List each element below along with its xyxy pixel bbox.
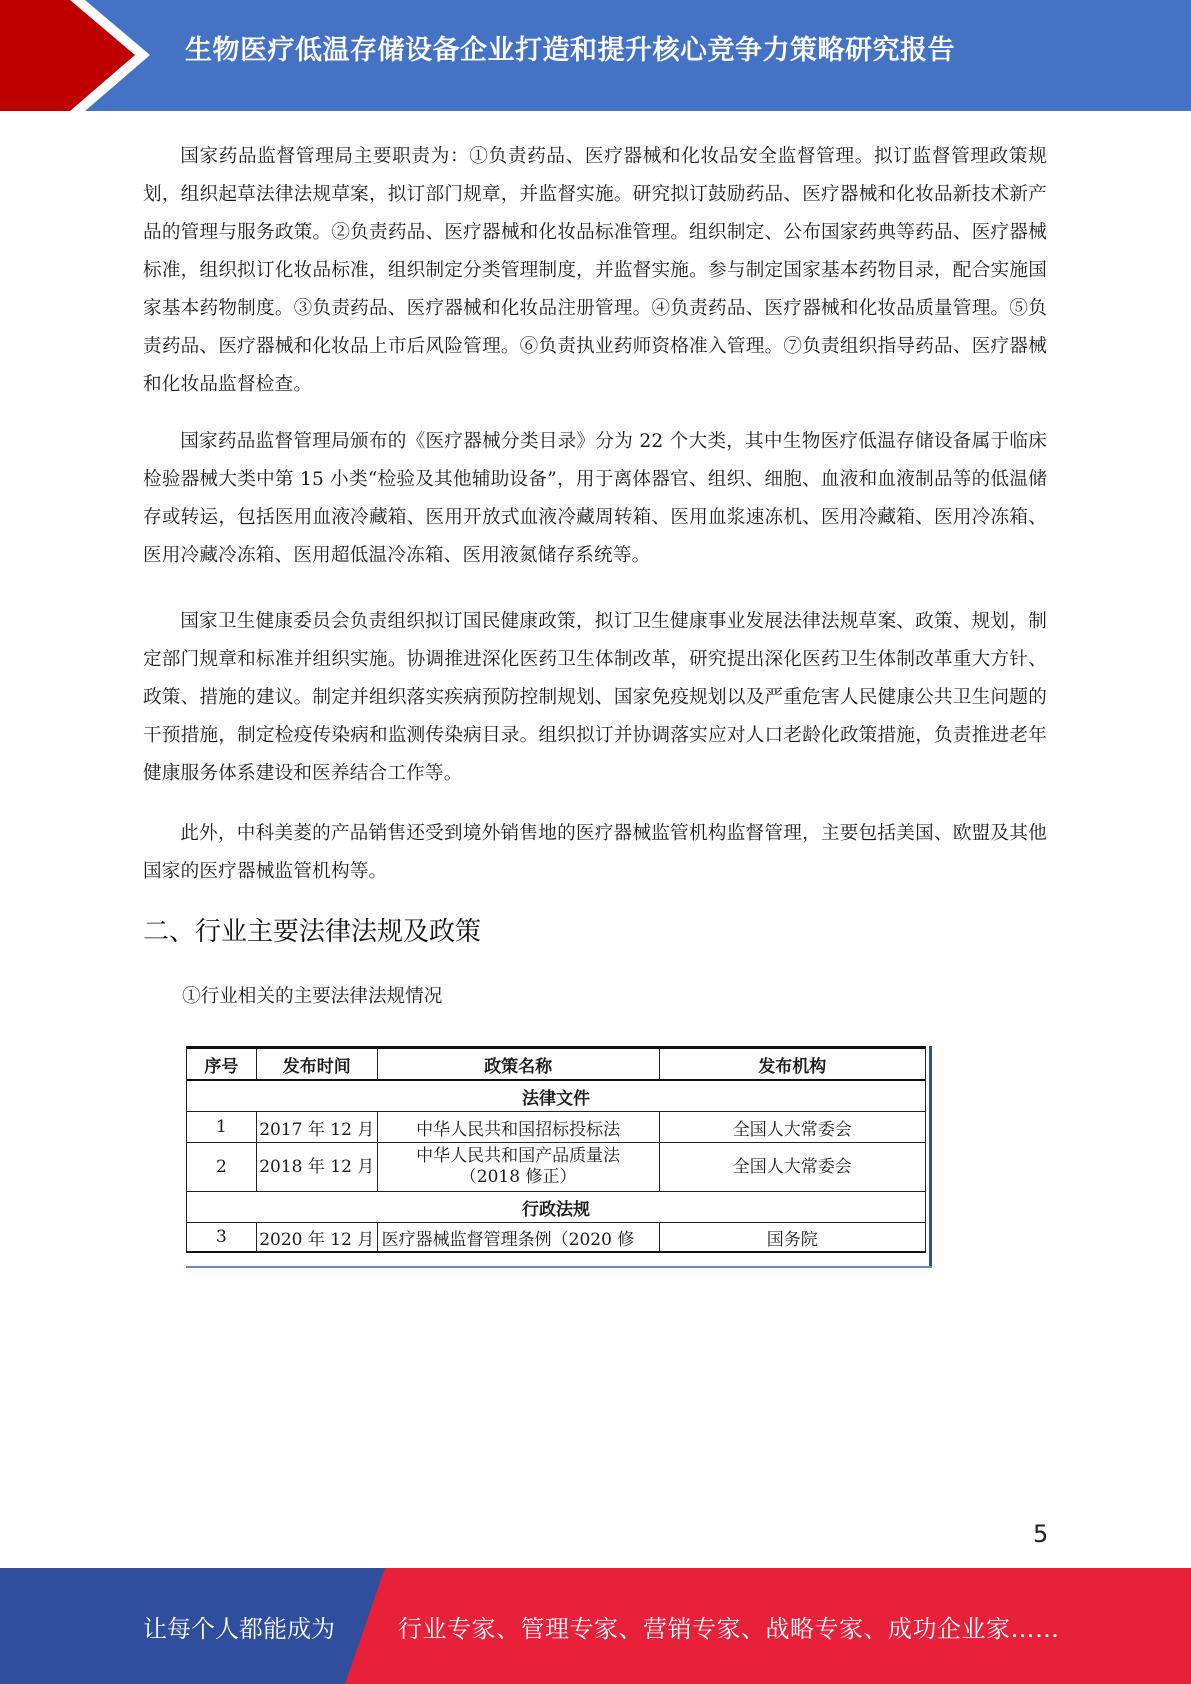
table-row bbox=[187, 1223, 926, 1253]
footer-slogan-left: 让每个人都能成为 bbox=[143, 1615, 335, 1643]
paragraph-nmpa-duties: 国家药品监督管理局主要职责为：①负责药品、医疗器械和化妆品安全监督管理。拟订监督管理政策规划，组织起草法律法规草案，拟订部门规章，并监督实施。研究拟订鼓励药品、医疗器械和化妆品新技术新产品的管理与服务政策。②负责药品、医疗器械和化妆品标准管理。组织制定、公布国家药典等药品、医疗器械标准，组织拟订化妆品标准，组织制定分类管理制度，并监督实施。参与制定国家基本药物目录，配合实施国家基本药物制度。③负责药品、医疗器械和化妆品注册管理。④负责药品、医疗器械和化妆品质量管理。⑤负责药品、医疗器械和化妆品上市后风险管理。⑥负责执业药师资格准入管理。⑦负责组织指导药品、医疗器械和化妆品监督检查。 bbox=[143, 146, 1047, 395]
header-no: 序号 bbox=[187, 1048, 257, 1081]
cell-policy-name: 医疗器械监督管理条例（2020 修 bbox=[377, 1223, 659, 1253]
cell-date: 2020 年 12 月 bbox=[256, 1223, 377, 1253]
cell-no: 3 bbox=[187, 1223, 257, 1253]
table-header-row bbox=[187, 1048, 926, 1081]
cell-policy-name bbox=[377, 1143, 659, 1192]
header-policy-name: 政策名称 bbox=[377, 1048, 659, 1081]
paragraph-device-catalog: 国家药品监督管理局颁布的《医疗器械分类目录》分为 22 个大类，其中生物医疗低温存储设备属于临床检验器械大类中第 15 小类“检验及其他辅助设备”，用于离体器官、组织、细胞、血液和血液制品等的低温储存或转运，包括医用血液冷藏箱、医用开放式血液冷藏周转箱、医用血浆速冻机、医用冷藏箱、医用冷冻箱、医用冷藏冷冻箱、医用超低温冷冻箱、医用液氮储存系统等。 bbox=[143, 431, 1047, 566]
page-number: 5 bbox=[1033, 1520, 1049, 1548]
group-label: 行政法规 bbox=[187, 1192, 926, 1223]
footer-slogan-right: 行业专家、管理专家、营销专家、战略专家、成功企业家…… bbox=[398, 1615, 1060, 1643]
regulations-table-image bbox=[186, 1046, 930, 1266]
table-group-row bbox=[187, 1192, 926, 1223]
cell-issuer: 全国人大常委会 bbox=[659, 1112, 925, 1143]
section-heading: 二、行业主要法律法规及政策 bbox=[143, 917, 482, 947]
header-issuer: 发布机构 bbox=[659, 1048, 925, 1081]
regulations-table bbox=[186, 1046, 926, 1253]
table-group-row bbox=[187, 1080, 926, 1112]
page-header bbox=[0, 0, 1191, 111]
cell-no: 1 bbox=[187, 1112, 257, 1143]
group-label: 法律文件 bbox=[187, 1080, 926, 1112]
paragraph-health-commission: 国家卫生健康委员会负责组织拟订国民健康政策，拟订卫生健康事业发展法律法规草案、政策、规划，制定部门规章和标准并组织实施。协调推进深化医药卫生体制改革，研究提出深化医药卫生体制改革重大方针、政策、措施的建议。制定并组织落实疾病预防控制规划、国家免疫规划以及严重危害人民健康公共卫生问题的干预措施，制定检疫传染病和监测传染病目录。组织拟订并协调落实应对人口老龄化政策措施，负责推进老年健康服务体系建设和医养结合工作等。 bbox=[143, 611, 1047, 784]
table-row bbox=[187, 1143, 926, 1192]
sub-heading: ①行业相关的主要法律法规情况 bbox=[182, 986, 443, 1007]
report-title: 生物医疗低温存储设备企业打造和提升核心竞争力策略研究报告 bbox=[185, 35, 955, 66]
policy-name-line: 中华人民共和国产品质量法 bbox=[416, 1146, 621, 1166]
cell-policy-name: 中华人民共和国招标投标法 bbox=[377, 1112, 659, 1143]
cell-issuer: 全国人大常委会 bbox=[659, 1143, 925, 1192]
cell-no: 2 bbox=[187, 1143, 257, 1192]
page-footer bbox=[0, 1568, 1191, 1684]
table-row bbox=[187, 1112, 926, 1143]
cell-date: 2017 年 12 月 bbox=[256, 1112, 377, 1143]
policy-name-line: （2018 修正） bbox=[459, 1167, 577, 1187]
cell-date: 2018 年 12 月 bbox=[256, 1143, 377, 1192]
header-date: 发布时间 bbox=[256, 1048, 377, 1081]
paragraph-overseas-regulation: 此外，中科美菱的产品销售还受到境外销售地的医疗器械监管机构监督管理，主要包括美国、欧盟及其他国家的医疗器械监管机构等。 bbox=[143, 823, 1047, 882]
cell-issuer: 国务院 bbox=[659, 1223, 925, 1253]
